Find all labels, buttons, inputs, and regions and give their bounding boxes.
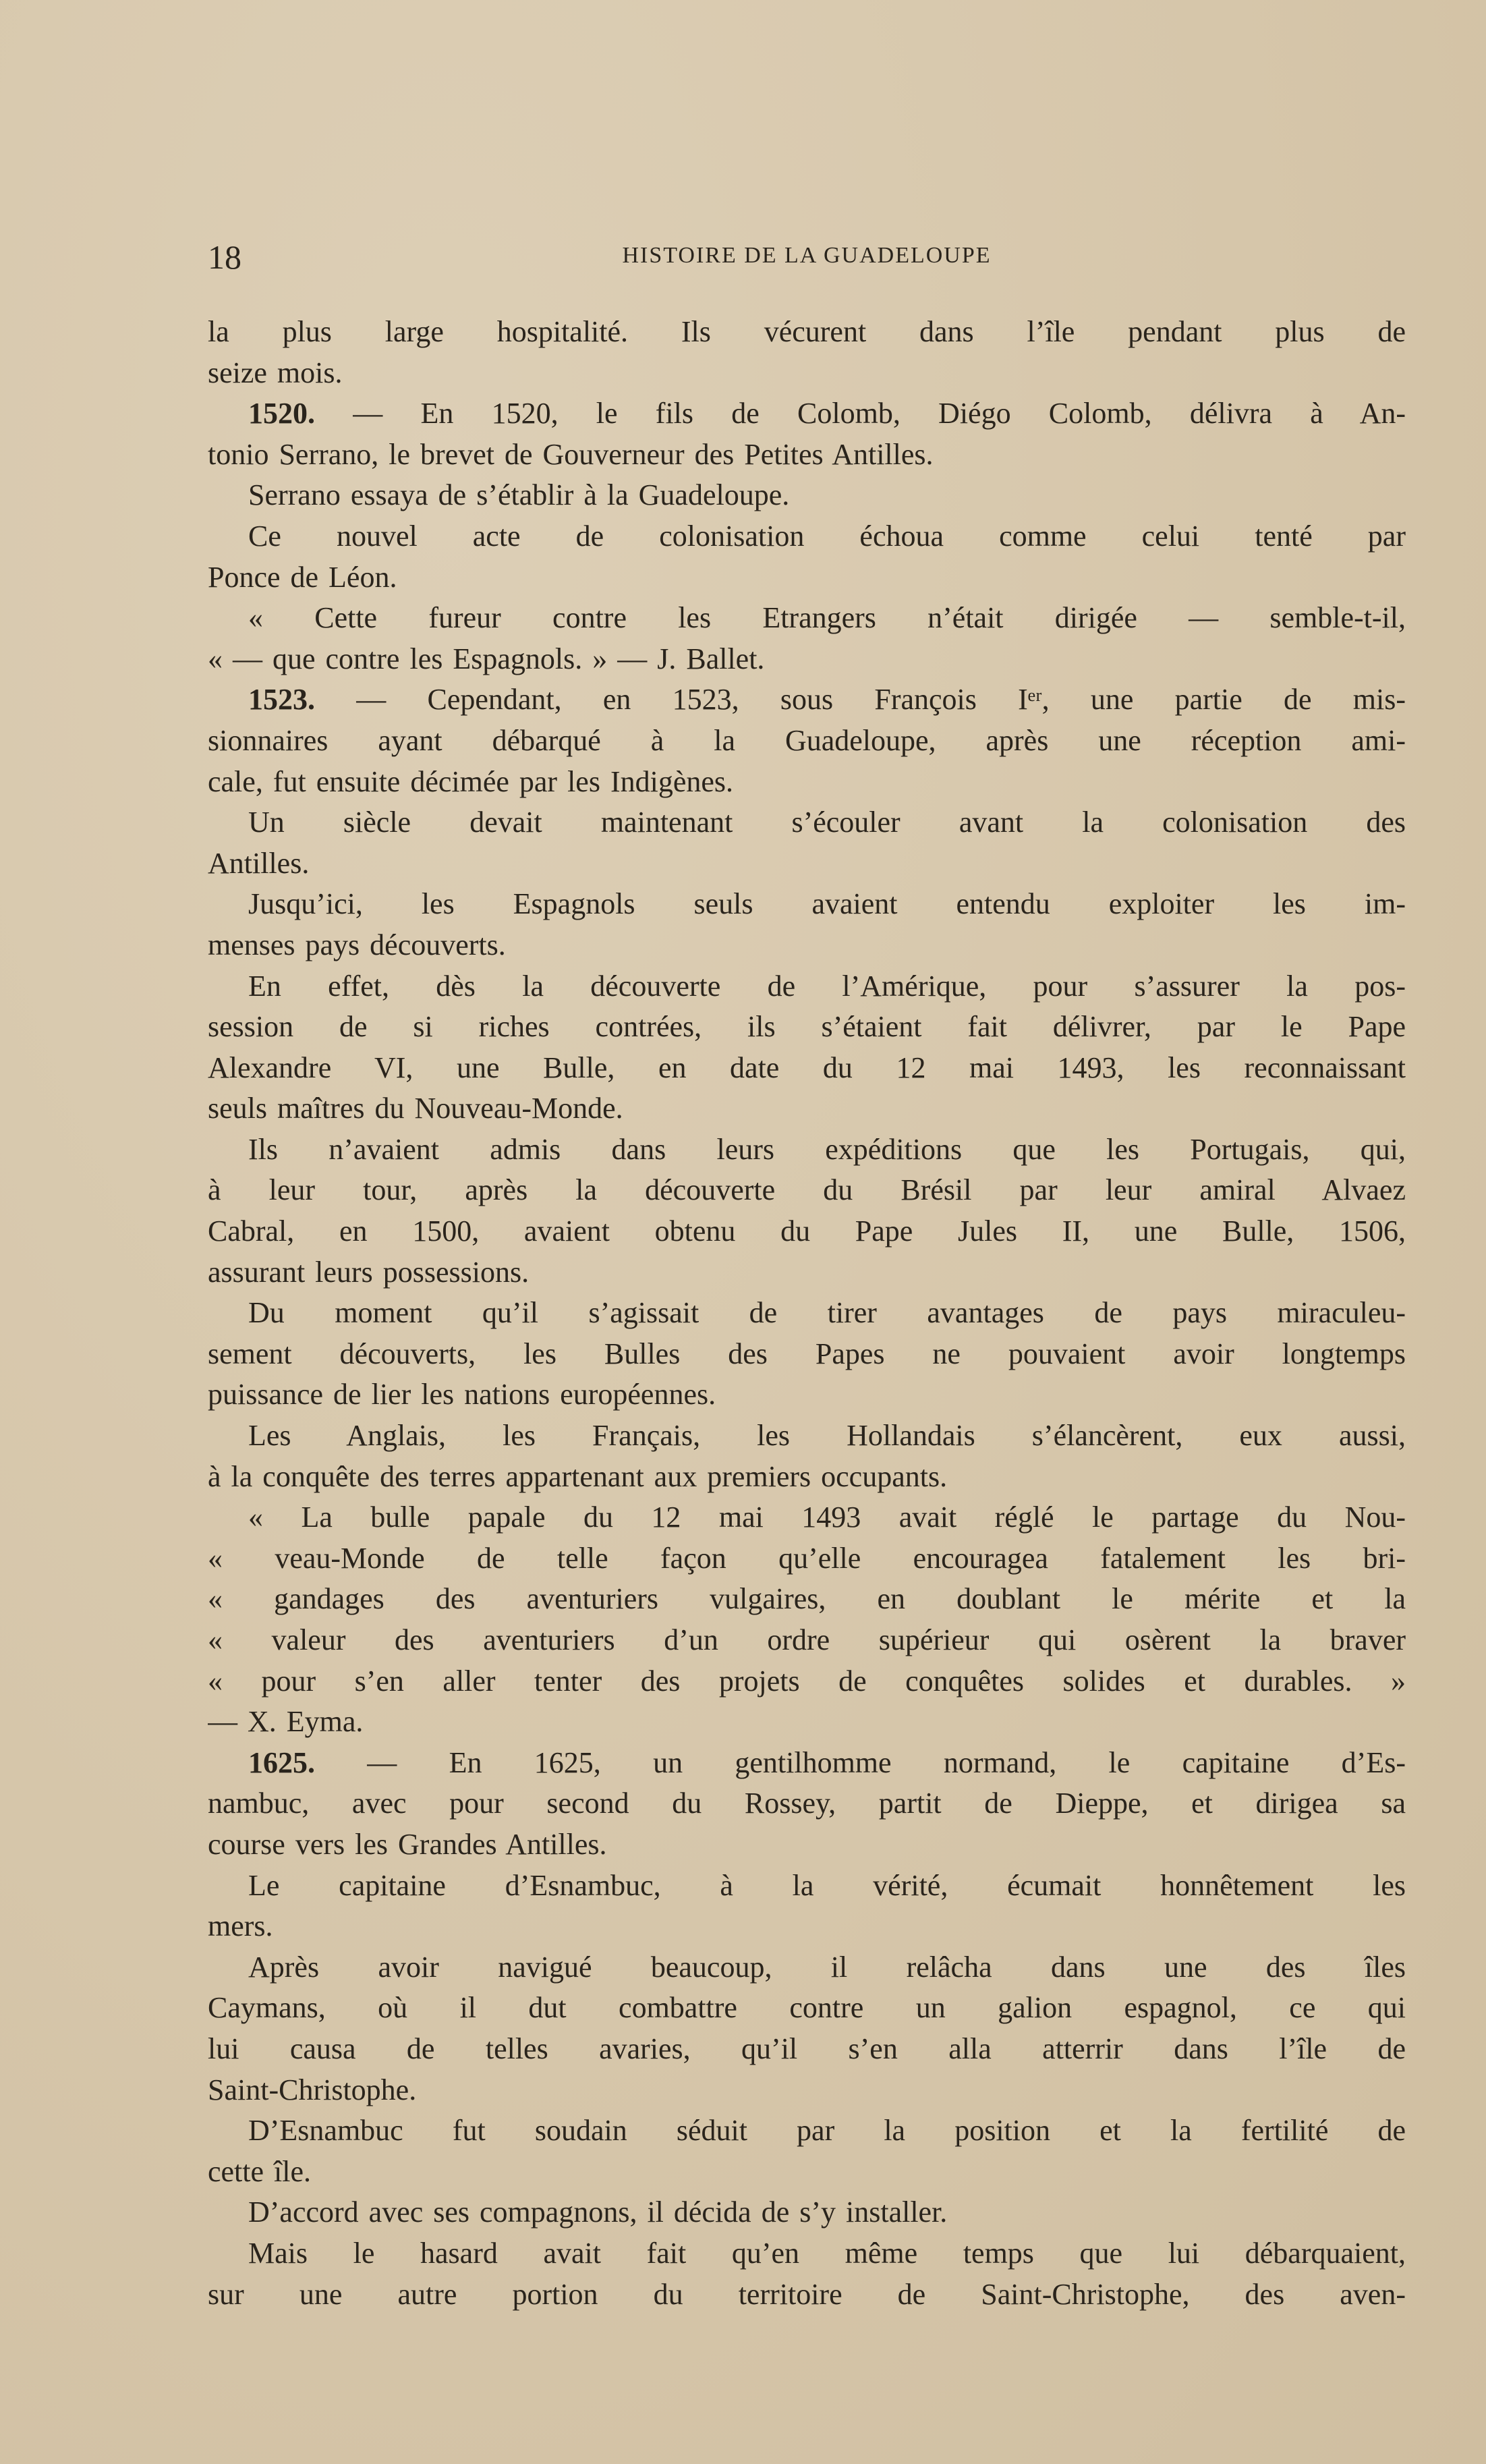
text-line <box>208 435 1406 476</box>
line-text: course vers les Grandes Antilles. <box>208 1827 607 1861</box>
line-text: En effet, dès la découverte de l’Amérique, pour s’assurer la pos- <box>248 969 1406 1003</box>
line-text: la plus large hospitalité. Ils vécurent dans l’île pendant plus de <box>208 315 1406 348</box>
text-line <box>208 843 1406 885</box>
body-text <box>208 312 1406 2315</box>
text-line <box>208 1497 1406 1538</box>
text-line <box>208 393 1406 435</box>
line-text: D’Esnambuc fut soudain séduit par la position et la fertilité de <box>248 2114 1406 2148</box>
line-text: sur une autre portion du territoire de Saint-Christophe, des aven- <box>208 2277 1406 2311</box>
line-text: Mais le hasard avait fait qu’en même temps que lui débarquaient, <box>248 2236 1406 2270</box>
text-line <box>208 2070 1406 2111</box>
line-text: Jusqu’ici, les Espagnols seuls avaient entendu exploiter les im- <box>248 887 1406 921</box>
text-line <box>208 1620 1406 1661</box>
line-text: Caymans, où il dut combattre contre un galion espagnol, ce qui <box>208 1991 1406 2025</box>
year-heading: 1523. <box>248 683 315 717</box>
text-line <box>208 1293 1406 1334</box>
text-line <box>208 639 1406 680</box>
line-text: seize mois. <box>208 356 343 389</box>
line-text: « La bulle papale du 12 mai 1493 avait réglé le partage du Nou- <box>248 1501 1406 1534</box>
text-line <box>208 2192 1406 2233</box>
line-text: — En 1520, le fils de Colomb, Diégo Colomb, délivra à An- <box>315 397 1406 430</box>
text-line <box>208 516 1406 557</box>
line-text: mers. <box>208 1909 273 1943</box>
line-text: « Cette fureur contre les Etrangers n’était dirigée — semble-t-il, <box>248 601 1406 635</box>
line-text: cette île. <box>208 2154 312 2188</box>
text-line <box>208 1906 1406 1947</box>
text-line <box>208 353 1406 394</box>
text-line <box>208 1743 1406 1784</box>
line-text: Ils n’avaient admis dans leurs expéditions que les Portugais, qui, <box>248 1132 1406 1166</box>
line-text: Ponce de Léon. <box>208 560 397 594</box>
year-heading: 1625. <box>248 1745 315 1779</box>
text-line <box>208 1211 1406 1252</box>
text-line <box>208 1334 1406 1375</box>
running-title: HISTOIRE DE LA GUADELOUPE <box>622 243 992 268</box>
line-text: session de si riches contrées, ils s’étaient fait délivrer, par le Pape <box>208 1010 1406 1044</box>
line-text: Alexandre VI, une Bulle, en date du 12 mai 1493, les reconnaissant <box>208 1051 1406 1084</box>
text-line <box>208 1579 1406 1620</box>
line-text: Du moment qu’il s’agissait de tirer avantages de pays miraculeu- <box>248 1296 1406 1330</box>
line-text: Après avoir navigué beaucoup, il relâcha dans une des îles <box>248 1950 1406 1984</box>
line-text: — Cependant, en 1523, sous François Iᵉʳ, une partie de mis- <box>315 683 1406 717</box>
line-text: assurant leurs possessions. <box>208 1255 530 1289</box>
line-text: Serrano essaya de s’établir à la Guadeloupe. <box>248 478 790 512</box>
line-text: Saint-Christophe. <box>208 2073 417 2106</box>
text-line <box>208 1783 1406 1824</box>
text-line <box>208 1457 1406 1498</box>
text-line <box>208 925 1406 966</box>
line-text: Un siècle devait maintenant s’écouler avant la colonisation des <box>248 806 1406 839</box>
text-line <box>208 884 1406 925</box>
year-heading: 1520. <box>248 397 315 430</box>
text-line <box>208 2233 1406 2274</box>
text-line <box>208 1947 1406 1988</box>
line-text: menses pays découverts. <box>208 928 506 961</box>
line-text: Les Anglais, les Français, les Hollandais s’élancèrent, eux aussi, <box>248 1419 1406 1453</box>
text-line <box>208 1048 1406 1089</box>
text-line <box>208 557 1406 598</box>
text-line <box>208 802 1406 843</box>
text-line <box>208 1007 1406 1048</box>
line-text: sement découverts, les Bulles des Papes ne pouvaient avoir longtemps <box>208 1337 1406 1370</box>
text-line <box>208 1988 1406 2029</box>
text-line <box>208 475 1406 516</box>
text-line <box>208 1824 1406 1866</box>
page-header <box>208 237 1406 278</box>
line-text: « — que contre les Espagnols. » — J. Ballet. <box>208 642 765 675</box>
text-line <box>208 1252 1406 1293</box>
text-line <box>208 721 1406 762</box>
line-text: sionnaires ayant débarqué à la Guadeloupe, après une réception ami- <box>208 723 1406 757</box>
text-line <box>208 1129 1406 1171</box>
line-text: — En 1625, un gentilhomme normand, le capitaine d’Es- <box>315 1745 1406 1779</box>
line-text: à leur tour, après la découverte du Brésil par leur amiral Alvaez <box>208 1173 1406 1207</box>
text-line <box>208 2110 1406 2152</box>
text-line <box>208 679 1406 721</box>
line-text: lui causa de telles avaries, qu’il s’en alla atterrir dans l’île de <box>208 2032 1406 2065</box>
text-line <box>208 1538 1406 1579</box>
line-text: cale, fut ensuite décimée par les Indigènes. <box>208 764 734 798</box>
line-text: à la conquête des terres appartenant aux premiers occupants. <box>208 1459 948 1493</box>
line-text: Antilles. <box>208 846 310 880</box>
text-line <box>208 1866 1406 1907</box>
text-line <box>208 1088 1406 1129</box>
text-line <box>208 1702 1406 1743</box>
line-text: « gandages des aventuriers vulgaires, en doublant le mérite et la <box>208 1582 1406 1616</box>
text-line <box>208 966 1406 1007</box>
line-text: Le capitaine d’Esnambuc, à la vérité, écumait honnêtement les <box>248 1868 1406 1902</box>
line-text: « valeur des aventuriers d’un ordre supérieur qui osèrent la braver <box>208 1623 1406 1656</box>
line-text: seuls maîtres du Nouveau-Monde. <box>208 1092 623 1125</box>
line-text: « veau-Monde de telle façon qu’elle encouragea fatalement les bri- <box>208 1541 1406 1575</box>
line-text: nambuc, avec pour second du Rossey, partit de Dieppe, et dirigea sa <box>208 1787 1406 1820</box>
text-line <box>208 762 1406 803</box>
line-text: tonio Serrano, le brevet de Gouverneur des Petites Antilles. <box>208 437 934 471</box>
line-text: Ce nouvel acte de colonisation échoua comme celui tenté par <box>248 519 1406 553</box>
line-text: D’accord avec ses compagnons, il décida de s’y installer. <box>248 2195 948 2229</box>
text-line <box>208 1661 1406 1702</box>
line-text: — X. Eyma. <box>208 1705 364 1739</box>
line-text: « pour s’en aller tenter des projets de conquêtes solides et durables. » <box>208 1664 1406 1698</box>
text-line <box>208 1374 1406 1416</box>
text-line <box>208 1416 1406 1457</box>
text-line <box>208 312 1406 353</box>
text-line <box>208 598 1406 639</box>
page-number: 18 <box>208 238 241 276</box>
text-line <box>208 2152 1406 2193</box>
line-text: puissance de lier les nations européennes. <box>208 1378 716 1411</box>
text-line <box>208 2274 1406 2316</box>
line-text: Cabral, en 1500, avaient obtenu du Pape Jules II, une Bulle, 1506, <box>208 1214 1406 1248</box>
text-line <box>208 2029 1406 2070</box>
text-line <box>208 1170 1406 1211</box>
